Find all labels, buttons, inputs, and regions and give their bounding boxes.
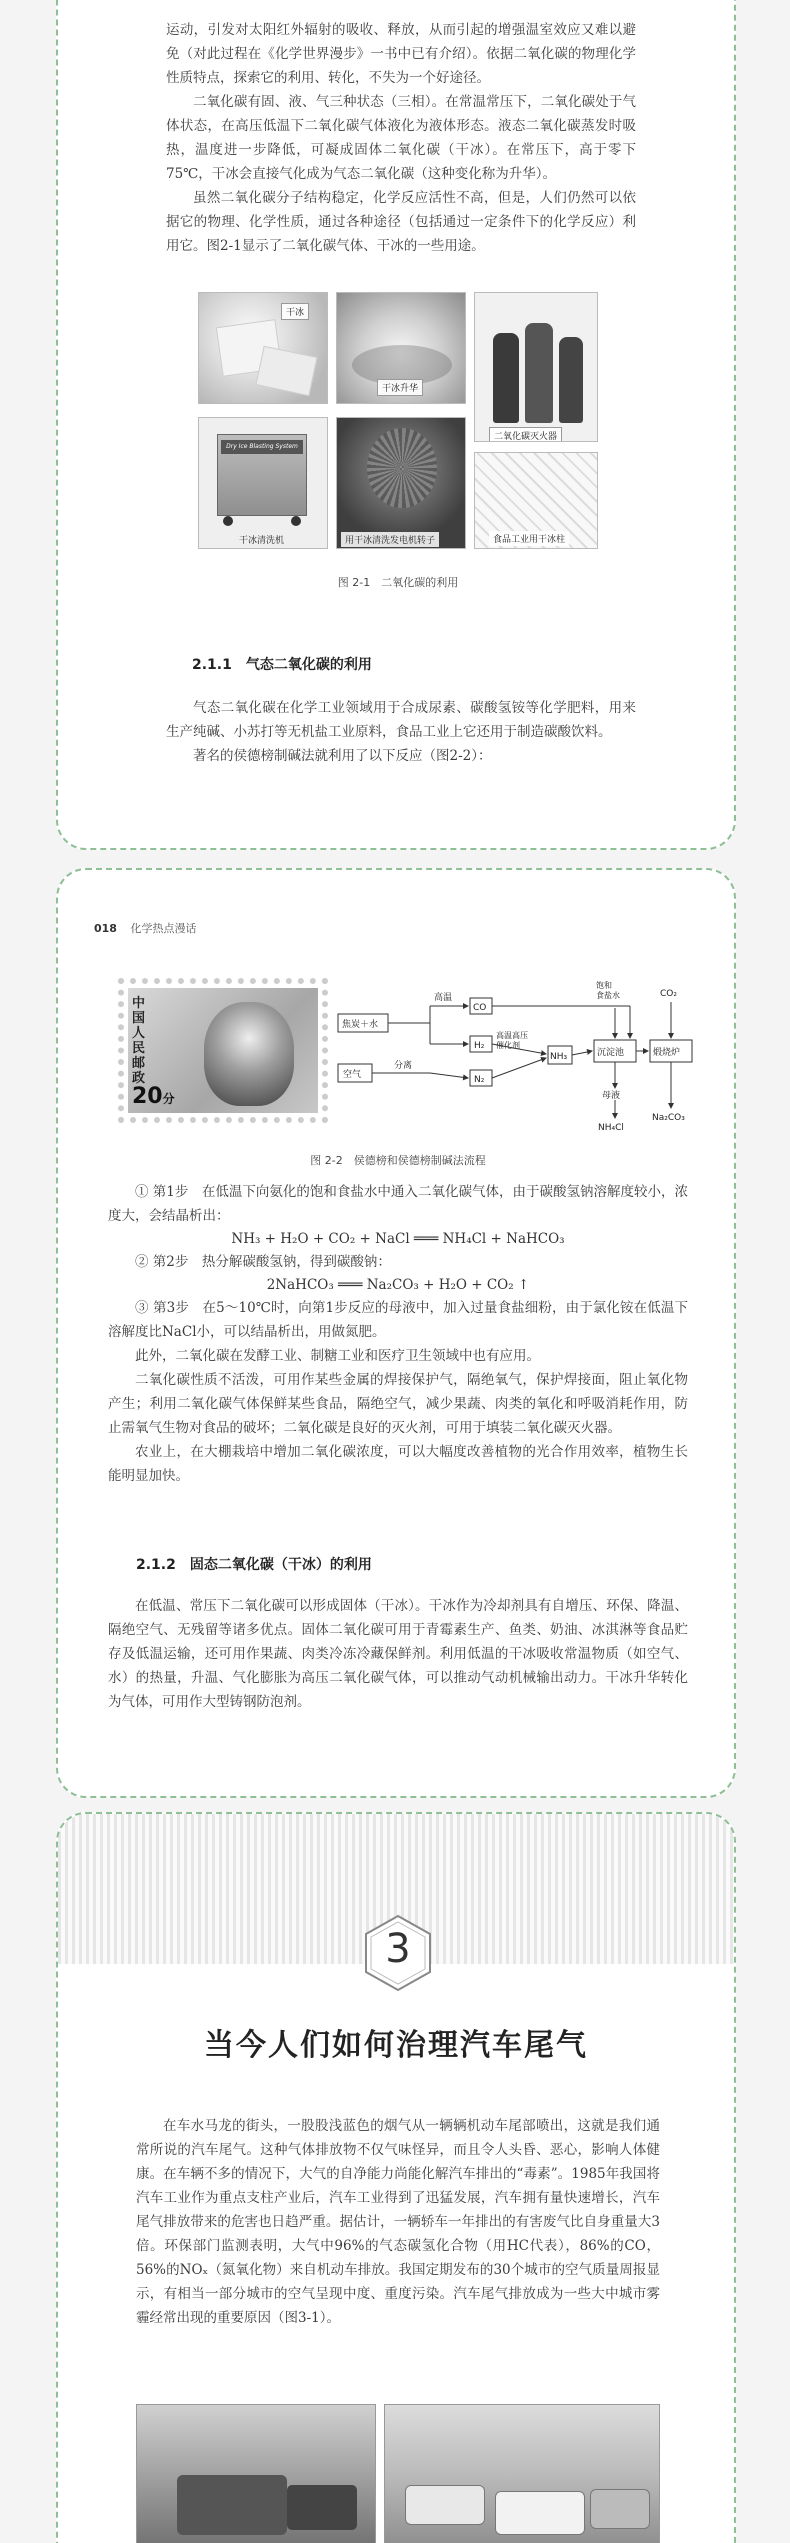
step-3: ③ 第3步 在5～10℃时，向第1步反应的母液中，加入过量食盐细粉，由于氯化铵在低温下溶解度比NaCl小，可以结晶析出，用做氮肥。 xyxy=(108,1300,688,1340)
section-text xyxy=(166,696,636,768)
flow-node-mother-liquor: 母液 xyxy=(602,1091,621,1101)
page-number: 018 xyxy=(94,922,117,935)
chapter-number: 3 xyxy=(385,1926,411,1972)
stamp-value xyxy=(132,1084,175,1109)
paragraph: 在车水马龙的街头，一股股浅蓝色的烟气从一辆辆机动车尾部喷出，这就是我们通常所说的汽车尾气。这种气体排放物不仅气味怪异，而且令人头昏、恶心，影响人体健康。在车辆不多的情况下，大气的自净能力尚能化解汽车排出的“毒素”。1985年我国将汽车工业作为重点支柱产业后，汽车工业得到了迅猛发展，汽车拥有量快速增长，汽车尾气排放带来的危害也日趋严重。据估计，一辆轿车一年排出的有害废气比自身重量大3倍。环保部门监测表明，大气中96%的气态碳氢化合物（用HC代表），86%的CO，56%的NOₓ（氮氧化物）来自机动车排放。我国定期发布的30个城市的空气质量周报显示，有相当一部分城市的空气呈现中度、重度污染。汽车尾气排放成为一些大中城市雾霾经常出现的重要原因（图3-1）。 xyxy=(136,2118,660,2326)
flow-label-catalyst: 高温高压催化剂 xyxy=(496,1031,528,1050)
flow-node-calciner: 煅烧炉 xyxy=(653,1048,681,1058)
flow-node-co: CO xyxy=(473,1003,487,1013)
dry-ice-photo xyxy=(198,292,328,404)
stamp-value-number: 20 xyxy=(132,1084,163,1109)
photo-label: 干冰清洗机 xyxy=(239,536,285,546)
running-title: 化学热点漫话 xyxy=(130,922,197,935)
figure-2-1 xyxy=(198,292,598,592)
paragraph: 气态二氧化碳在化学工业领域用于合成尿素、碳酸氢铵等化学肥料，用来生产纯碱、小苏打等无机盐工业原料，食品工业上它还用于制造碳酸饮料。 xyxy=(166,700,636,740)
blasting-machine-photo xyxy=(198,417,328,549)
chapter-title: 当今人们如何治理汽车尾气 xyxy=(204,2028,588,2063)
process-steps xyxy=(108,1180,688,1488)
rotor-photo xyxy=(336,417,466,549)
running-head xyxy=(94,920,196,936)
sublimation-photo xyxy=(336,292,466,404)
flow-node-na2co3: Na₂CO₃ xyxy=(652,1113,685,1123)
traffic-photo-right xyxy=(384,2404,660,2543)
photo-label: 干冰 xyxy=(281,303,309,320)
flow-label-separate: 分离 xyxy=(394,1061,413,1071)
photo-label: 二氧化碳灭火器 xyxy=(489,427,562,442)
step-1: ① 第1步 在低温下向氨化的饱和食盐水中通入二氧化碳气体，由于碳酸氢钠溶解度较小，浓度大，会结晶析出： xyxy=(108,1184,688,1224)
flow-node-n2: N₂ xyxy=(474,1075,485,1085)
section-title: 2.1.1 气态二氧化碳的利用 xyxy=(192,657,372,673)
section-title: 2.1.2 固态二氧化碳（干冰）的利用 xyxy=(136,1557,372,1573)
intro-text xyxy=(166,18,636,258)
chapter-text xyxy=(136,2114,660,2330)
paragraph: 著名的侯德榜制碱法就利用了以下反应（图2-2）： xyxy=(193,748,492,764)
flow-node-brine: 饱和食盐水 xyxy=(596,981,620,1000)
dry-ice-pellets-photo xyxy=(474,452,598,549)
section-text xyxy=(108,1594,688,1714)
flow-label-hightemp: 高温 xyxy=(434,993,453,1003)
flow-node-co2: CO₂ xyxy=(660,989,677,999)
extinguisher-photo xyxy=(474,292,598,442)
flow-node-precipitation: 沉淀池 xyxy=(597,1048,625,1058)
paragraph: 农业上，在大棚栽培中增加二氧化碳浓度，可以大幅度改善植物的光合作用效率，植物生长能明显加快。 xyxy=(108,1444,688,1484)
machine-text: Dry Ice Blasting System xyxy=(221,440,303,454)
paragraph: 运动，引发对太阳红外辐射的吸收、释放，从而引起的增强温室效应又难以避免（对此过程在《化学世界漫步》一书中已有介绍）。依据二氧化碳的物理化学性质特点，探索它的利用、转化，不失为一个好途径。 xyxy=(166,22,636,86)
photo-label: 用干冰清洗发电机转子 xyxy=(341,532,439,547)
page-card-1 xyxy=(56,0,736,850)
figure-caption: 图 2-1 二氧化碳的利用 xyxy=(337,576,459,589)
flow-node-air: 空气 xyxy=(343,1070,362,1080)
paragraph: 二氧化碳性质不活泼，可用作某些金属的焊接保护气，隔绝氧气，保护焊接面，阻止氧化物产生；利用二氧化碳气体保鲜某些食品，隔绝空气，减少果蔬、肉类的氧化和呼吸消耗作用，防止需氧气生物对食品的破坏；二氧化碳是良好的灭火剂，可用于填装二氧化碳灭火器。 xyxy=(108,1372,688,1436)
paragraph: 虽然二氧化碳分子结构稳定，化学反应活性不高，但是，人们仍然可以依据它的物理、化学性质，通过各种途径（包括通过一定条件下的化学反应）利用它。图2-1显示了二氧化碳气体、干冰的一些用途。 xyxy=(166,190,636,254)
stamp-country: 中国人民邮政 xyxy=(132,996,146,1086)
equation-2: 2NaHCO₃ ═══ Na₂CO₃ + H₂O + CO₂ ↑ xyxy=(266,1277,530,1293)
paragraph: 此外，二氧化碳在发酵工业、制糖工业和医疗卫生领域中也有应用。 xyxy=(135,1348,540,1364)
equation-1: NH₃ + H₂O + CO₂ + NaCl ═══ NH₄Cl + NaHCO₃ xyxy=(231,1231,565,1247)
flow-node-nh4cl: NH₄Cl xyxy=(598,1123,624,1133)
paragraph: 二氧化碳有固、液、气三种状态（三相）。在常温常压下，二氧化碳处于气体状态，在高压低温下二氧化碳气体液化为液体形态。液态二氧化碳蒸发时吸热，温度进一步降低，可凝成固体二氧化碳（干冰）。在常压下，高于零下75℃，干冰会直接气化成为气态二氧化碳（这种变化称为升华）。 xyxy=(166,94,636,182)
portrait xyxy=(204,1002,294,1106)
stamp xyxy=(118,978,328,1123)
step-2: ② 第2步 热分解碳酸氢钠，得到碳酸钠： xyxy=(135,1254,391,1270)
flow-node-coke: 焦炭＋水 xyxy=(342,1020,379,1030)
flow-node-h2: H₂ xyxy=(474,1041,485,1051)
photo-label: 食品工业用干冰柱 xyxy=(489,531,569,546)
stamp-value-unit: 分 xyxy=(162,1092,175,1106)
page-card-2 xyxy=(56,868,736,1798)
paragraph: 在低温、常压下二氧化碳可以形成固体（干冰）。干冰作为冷却剂具有自增压、环保、降温、隔绝空气、无残留等诸多优点。固体二氧化碳可用于青霉素生产、鱼类、奶油、冰淇淋等食品贮存及低温运输，还可用作果蔬、肉类冷冻冷藏保鲜剂。利用低温的干冰吸收常温物质（如空气、水）的热量，升温、气化膨胀为高压二氧化碳气体，可以推动气动机械输出动力。干冰升华转化为气体，可用作大型铸钢防泡剂。 xyxy=(108,1598,688,1710)
figure-caption: 图 2-2 侯德榜和侯德榜制碱法流程 xyxy=(310,1154,486,1167)
flow-node-nh3: NH₃ xyxy=(550,1052,568,1062)
photo-label: 干冰升华 xyxy=(377,379,423,396)
page-card-3 xyxy=(56,1812,736,2543)
flow-diagram xyxy=(334,968,704,1138)
traffic-photo-left xyxy=(136,2404,376,2543)
